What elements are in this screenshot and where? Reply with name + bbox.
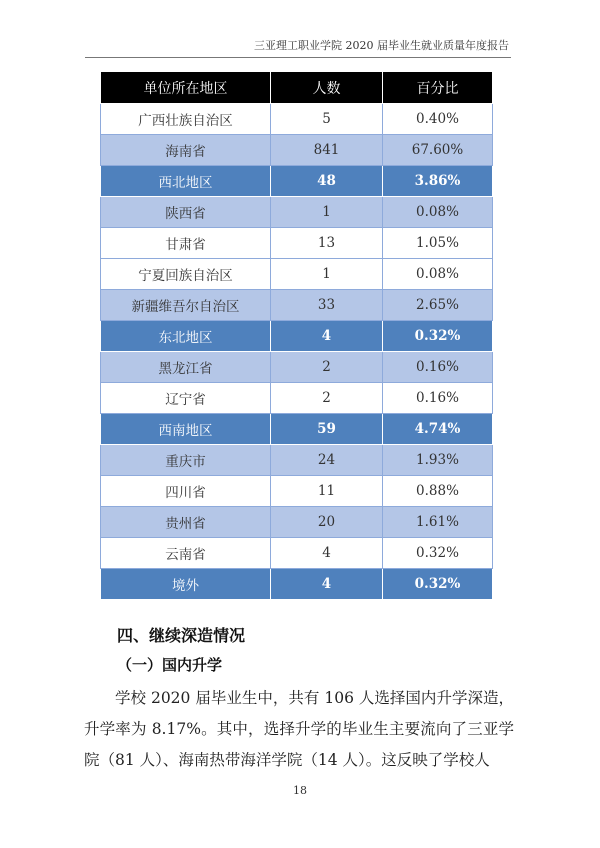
cell-region: 东北地区 xyxy=(101,321,271,352)
cell-count: 4 xyxy=(271,538,383,569)
cell-region: 黑龙江省 xyxy=(101,352,271,383)
table-row xyxy=(101,104,493,135)
cell-region: 甘肃省 xyxy=(101,228,271,259)
cell-percent: 0.16% xyxy=(383,383,493,414)
table-row xyxy=(101,321,493,352)
table-row xyxy=(101,569,493,600)
cell-region: 重庆市 xyxy=(101,445,271,476)
cell-percent: 1.93% xyxy=(383,445,493,476)
table-row xyxy=(101,538,493,569)
table-row xyxy=(101,445,493,476)
cell-region: 境外 xyxy=(101,569,271,600)
cell-region: 辽宁省 xyxy=(101,383,271,414)
cell-percent: 4.74% xyxy=(383,414,493,445)
cell-percent: 0.32% xyxy=(383,569,493,600)
cell-count: 48 xyxy=(271,166,383,197)
table-row xyxy=(101,197,493,228)
cell-count: 1 xyxy=(271,259,383,290)
cell-count: 841 xyxy=(271,135,383,166)
cell-region: 西北地区 xyxy=(101,166,271,197)
table-row xyxy=(101,259,493,290)
cell-count: 24 xyxy=(271,445,383,476)
cell-count: 5 xyxy=(271,104,383,135)
cell-percent: 0.16% xyxy=(383,352,493,383)
section-heading: 四、继续深造情况 xyxy=(117,626,246,645)
table-header-row xyxy=(101,72,493,104)
cell-count: 13 xyxy=(271,228,383,259)
cell-percent: 67.60% xyxy=(383,135,493,166)
cell-count: 4 xyxy=(271,569,383,600)
cell-percent: 0.32% xyxy=(383,538,493,569)
cell-region: 宁夏回族自治区 xyxy=(101,259,271,290)
table-row xyxy=(101,507,493,538)
cell-percent: 0.88% xyxy=(383,476,493,507)
cell-region: 西南地区 xyxy=(101,414,271,445)
cell-region: 海南省 xyxy=(101,135,271,166)
table-row xyxy=(101,414,493,445)
cell-percent: 0.32% xyxy=(383,321,493,352)
table-row xyxy=(101,476,493,507)
cell-region: 四川省 xyxy=(101,476,271,507)
cell-count: 2 xyxy=(271,383,383,414)
cell-region: 广西壮族自治区 xyxy=(101,104,271,135)
cell-percent: 3.86% xyxy=(383,166,493,197)
cell-percent: 1.61% xyxy=(383,507,493,538)
page-header: 三亚理工职业学院 2020 届毕业生就业质量年度报告 xyxy=(254,39,509,52)
cell-count: 59 xyxy=(271,414,383,445)
table-row xyxy=(101,352,493,383)
column-header-region: 单位所在地区 xyxy=(101,72,271,104)
cell-count: 33 xyxy=(271,290,383,321)
header-divider xyxy=(85,57,511,58)
subsection-heading: （一）国内升学 xyxy=(117,656,223,674)
cell-count: 1 xyxy=(271,197,383,228)
table-row xyxy=(101,166,493,197)
cell-count: 11 xyxy=(271,476,383,507)
page-number: 18 xyxy=(293,784,307,797)
table-row xyxy=(101,228,493,259)
cell-count: 2 xyxy=(271,352,383,383)
cell-percent: 0.08% xyxy=(383,259,493,290)
cell-percent: 2.65% xyxy=(383,290,493,321)
cell-count: 4 xyxy=(271,321,383,352)
cell-percent: 0.08% xyxy=(383,197,493,228)
column-header-percent: 百分比 xyxy=(383,72,493,104)
region-distribution-table xyxy=(100,71,493,600)
table-row xyxy=(101,135,493,166)
table-row xyxy=(101,383,493,414)
cell-region: 云南省 xyxy=(101,538,271,569)
table-row xyxy=(101,290,493,321)
table-body xyxy=(101,104,493,600)
cell-count: 20 xyxy=(271,507,383,538)
column-header-count: 人数 xyxy=(271,72,383,104)
body-paragraph: 学校 2020 届毕业生中，共有 106 人选择国内升学深造，升学率为 8.17%。其中，选择升学的毕业生主要流向了三亚学院（81 人）、海南热带海洋学院（14 人）。这反映了学校人 xyxy=(84,689,514,769)
cell-percent: 1.05% xyxy=(383,228,493,259)
cell-region: 新疆维吾尔自治区 xyxy=(101,290,271,321)
cell-percent: 0.40% xyxy=(383,104,493,135)
cell-region: 贵州省 xyxy=(101,507,271,538)
cell-region: 陕西省 xyxy=(101,197,271,228)
